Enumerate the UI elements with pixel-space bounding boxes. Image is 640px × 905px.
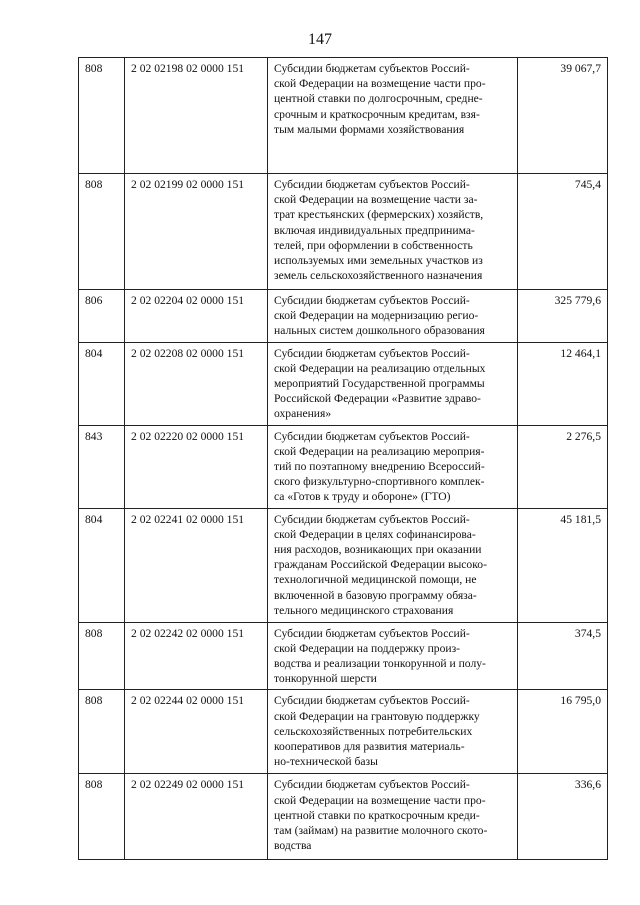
budget-table-body [79,58,608,860]
revenue-name-line: Субсидии бюджетам субъектов Россий- [274,294,470,307]
revenue-name-line: ской Федерации на модернизацию регио- [274,309,479,323]
amount-cell: 45 181,5 [518,508,608,622]
revenue-name-line: трат крестьянских (фермерских) хозяйств, [274,208,484,222]
revenue-name-line: Субсидии бюджетам субъектов Россий- [274,694,470,708]
admin-code-cell: 808 [79,690,125,774]
revenue-name-line: но-технической базы [274,755,378,769]
revenue-name-cell [268,290,518,343]
admin-code-cell: 804 [79,508,125,622]
revenue-name-line: ской Федерации на реализацию отдельных [274,361,486,375]
revenue-name-cell [268,690,518,774]
amount-cell: 745,4 [518,174,608,290]
table-row [79,174,608,290]
budget-classification-code-cell: 2 02 02244 02 0000 151 [125,690,268,774]
budget-classification-code-cell: 2 02 02204 02 0000 151 [125,290,268,343]
admin-code-cell: 808 [79,774,125,860]
budget-classification-code-cell: 2 02 02220 02 0000 151 [125,425,268,508]
budget-classification-code-cell: 2 02 02241 02 0000 151 [125,508,268,622]
budget-classification-code-cell: 2 02 02208 02 0000 151 [125,342,268,425]
revenue-name-cell [268,425,518,508]
revenue-name-cell [268,622,518,690]
revenue-name-line: телей, при оформлении в собственность [274,238,473,252]
budget-classification-code-cell: 2 02 02242 02 0000 151 [125,622,268,690]
revenue-name-line: тий по поэтапному внедрению Всероссий- [274,460,485,474]
table-row [79,425,608,508]
revenue-name-line: мероприятий Государственной программы [274,377,485,391]
admin-code-cell: 808 [79,174,125,290]
revenue-name-line: охранения» [274,407,332,421]
amount-cell: 336,6 [518,774,608,860]
amount-cell: 16 795,0 [518,690,608,774]
revenue-name-line: кооперативов для развития материаль- [274,740,465,754]
revenue-name-line: Субсидии бюджетам субъектов Россий- [274,778,470,792]
revenue-name-line: Российской Федерации «Развитие здраво- [274,392,481,406]
revenue-name-line: нальных систем дошкольного образования [274,324,485,338]
revenue-name-cell [268,174,518,290]
revenue-name-line: Субсидии бюджетам субъектов Россий- [274,346,470,360]
amount-cell: 374,5 [518,622,608,690]
revenue-name-line: включая индивидуальных предпринима- [274,223,475,237]
revenue-name-line: Субсидии бюджетам субъектов Россий- [274,62,470,75]
revenue-name-line: са «Готов к труду и обороне» (ГТО) [274,490,451,504]
revenue-name-line: центной ставки по долгосрочным, средне- [274,92,483,106]
amount-cell: 12 464,1 [518,342,608,425]
revenue-name-line: технологичной медицинской помощи, не [274,573,477,587]
revenue-name-line: ской Федерации в целях софинансирова- [274,527,476,541]
revenue-name-line: земель сельскохозяйственного назначения [274,269,483,283]
table-row [79,690,608,774]
budget-classification-code-cell: 2 02 02199 02 0000 151 [125,174,268,290]
revenue-name-line: тым малыми формами хозяйствования [274,122,465,136]
revenue-name-line: ской Федерации на возмещение части про- [274,77,486,91]
table-row [79,774,608,860]
revenue-name-line: используемых ими земельных участков из [274,254,483,268]
revenue-name-cell [268,342,518,425]
revenue-name-line: Субсидии бюджетам субъектов Россий- [274,429,470,443]
table-row [79,508,608,622]
budget-table [78,57,608,860]
revenue-name-line: ского физкультурно-спортивного комплек- [274,475,485,489]
revenue-name-line: срочным и краткосрочным кредитам, взя- [274,107,480,121]
budget-classification-code-cell: 2 02 02249 02 0000 151 [125,774,268,860]
revenue-name-line: сельскохозяйственных потребительских [274,724,473,738]
revenue-name-line: водства [274,839,312,853]
amount-cell: 2 276,5 [518,425,608,508]
revenue-name-line: ской Федерации на возмещение части про- [274,793,486,807]
revenue-name-line: водства и реализации тонкорунной и полу- [274,657,486,671]
revenue-name-cell [268,508,518,622]
table-row [79,342,608,425]
table-row [79,290,608,343]
revenue-name-line: тельного медицинского страхования [274,603,454,617]
revenue-name-line: ской Федерации на поддержку произ- [274,641,461,655]
amount-cell: 39 067,7 [518,58,608,174]
revenue-name-line: Субсидии бюджетам субъектов Россий- [274,178,470,191]
revenue-name-line: включенной в базовую программу обяза- [274,588,477,602]
table-row [79,58,608,174]
revenue-name-line: тонкорунной шерсти [274,672,377,686]
page-number: 147 [308,31,332,48]
revenue-name-line: центной ставки по краткосрочным креди- [274,808,480,822]
revenue-name-line: ской Федерации на грантовую поддержку [274,709,480,723]
revenue-name-line: Субсидии бюджетам субъектов Россий- [274,626,470,640]
admin-code-cell: 843 [79,425,125,508]
revenue-name-line: ской Федерации на возмещение части за- [274,193,478,207]
admin-code-cell: 808 [79,622,125,690]
revenue-name-cell [268,774,518,860]
admin-code-cell: 806 [79,290,125,343]
revenue-name-line: Субсидии бюджетам субъектов Россий- [274,512,470,526]
revenue-name-cell [268,58,518,174]
amount-cell: 325 779,6 [518,290,608,343]
revenue-name-line: гражданам Российской Федерации высоко- [274,558,487,572]
admin-code-cell: 808 [79,58,125,174]
revenue-name-line: там (займам) на развитие молочного ското- [274,824,488,838]
budget-classification-code-cell: 2 02 02198 02 0000 151 [125,58,268,174]
revenue-name-line: ской Федерации на реализацию мероприя- [274,444,485,458]
revenue-name-line: ния расходов, возникающих при оказании [274,543,482,557]
admin-code-cell: 804 [79,342,125,425]
table-row [79,622,608,690]
